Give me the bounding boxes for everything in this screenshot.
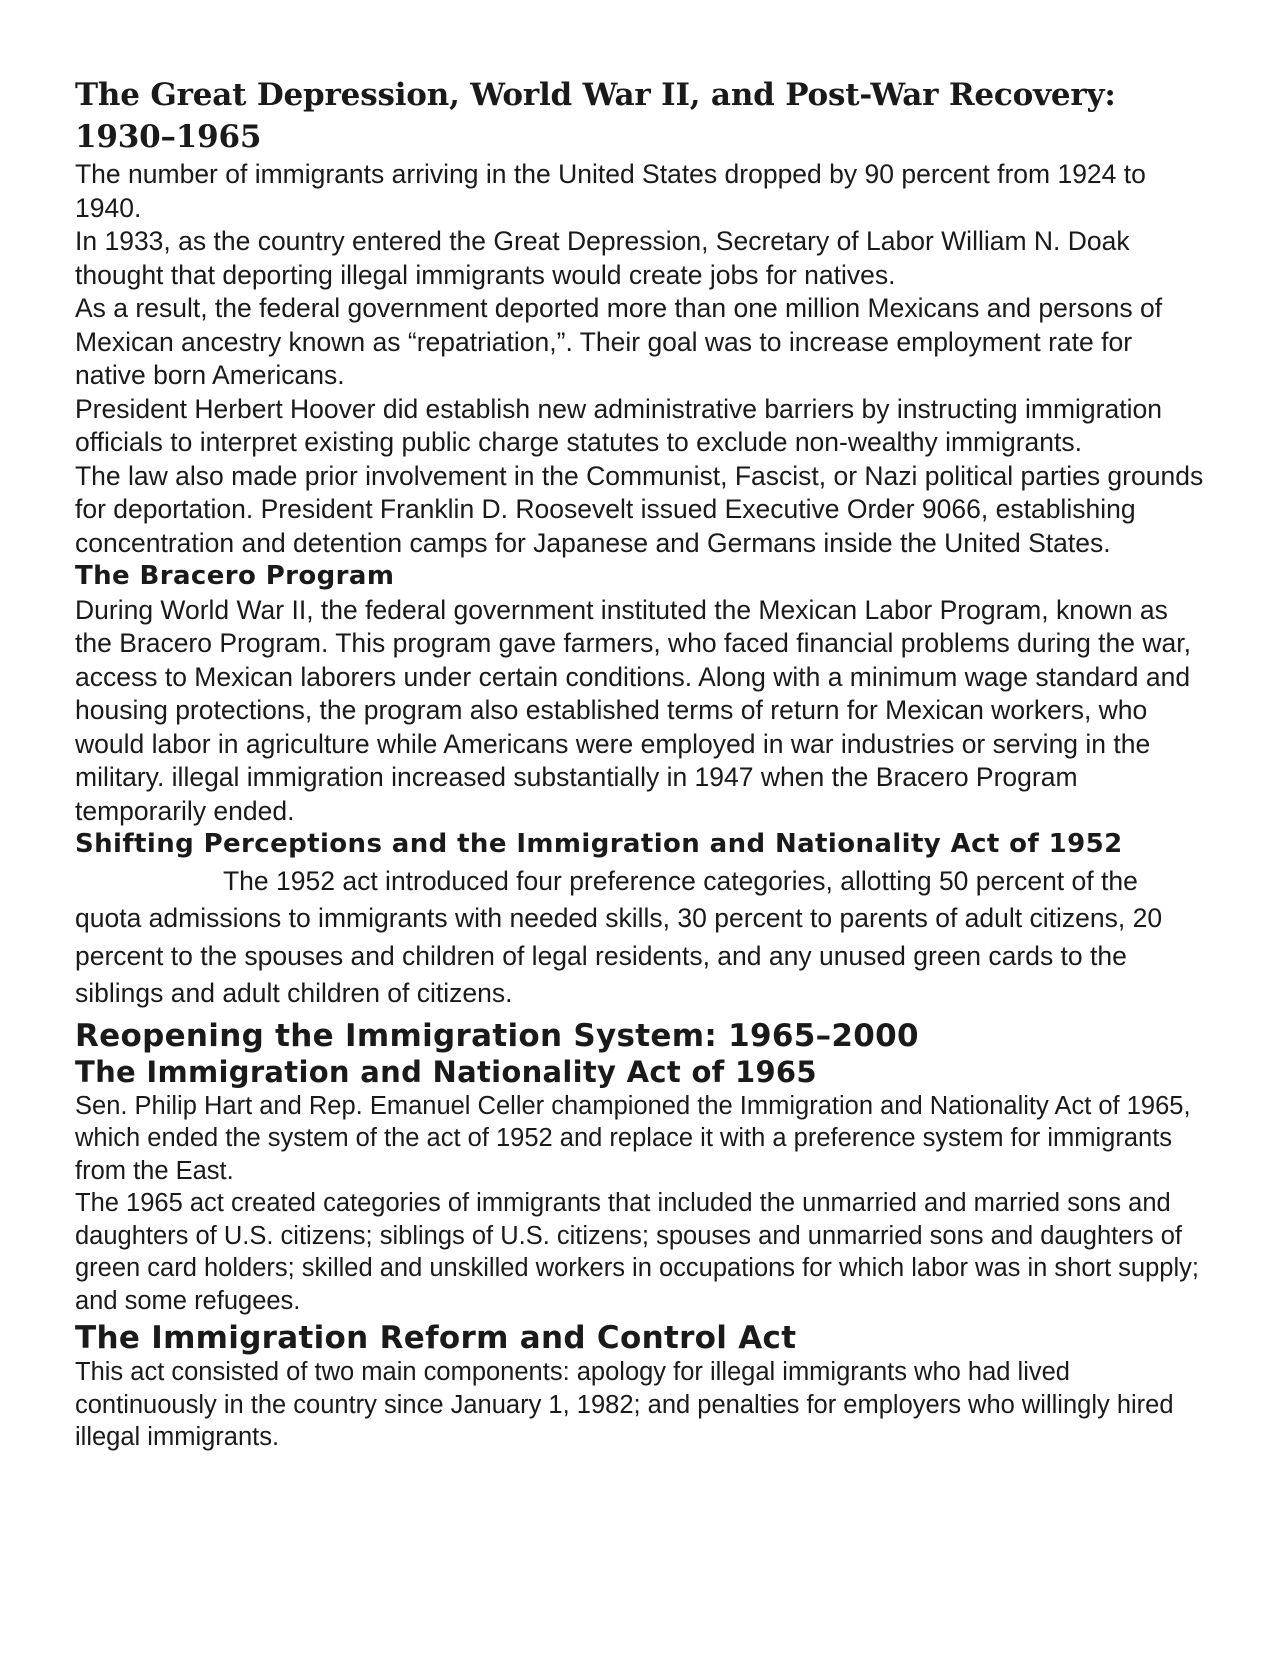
intro-paragraph-2: In 1933, as the country entered the Great Depression, Secretary of Labor William N. Doak thought that deporting illegal immigrants would create jobs for natives. <box>75 226 1130 290</box>
intro-paragraph-4: President Herbert Hoover did establish new administrative barriers by instructing immigration officials to interpret existing public charge statutes to exclude non-wealthy immigrants. <box>75 393 1162 457</box>
irca-paragraph: This act consisted of two main components: apology for illegal immigrants who had lived continuously in the country since January 1, 1982; and penalties for employers who willingly hired illegal immigrants. <box>75 1358 1174 1451</box>
act-1952-paragraph: The 1952 act introduced four preference categories, allotting 50 percent of the quota admissions to immigrants with needed skills, 30 percent to parents of adult citizens, 20 percent to the spouses and children of legal residents, and any unused green cards to the siblings and adult children of citizens. <box>75 865 1163 1008</box>
act-1965-paragraph-2: The 1965 act created categories of immigrants that included the unmarried and married sons and daughters of U.S. citizens; siblings of U.S. citizens; spouses and unmarried sons and daughters of green card holders; skilled and unskilled workers in occupations for which labor was in short supply; and some refugees. <box>75 1189 1199 1315</box>
act-1965-heading: The Immigration and Nationality Act of 1965 <box>75 1054 817 1089</box>
document-page <box>75 74 1205 1454</box>
bracero-heading: The Bracero Program <box>75 561 395 591</box>
document-title: The Great Depression, World War II, and Post-War Recovery: 1930–1965 <box>75 77 1116 155</box>
bracero-paragraph: During World War II, the federal government instituted the Mexican Labor Program, known as the Bracero Program. This program gave farmers, who faced financial problems during the war, access to Mexican laborers under certain conditions. Along with a minimum wage standard and housing protections, the program also established terms of return for Mexican workers, who would labor in agriculture while Americans were employed in war industries or serving in the military. illegal immigration increased substantially in 1947 when the Bracero Program temporarily ended. <box>75 594 1191 826</box>
intro-paragraph-1: The number of immigrants arriving in the United States dropped by 90 percent from 1924 to 1940. <box>75 159 1146 223</box>
act-1965-paragraph-1: Sen. Philip Hart and Rep. Emanuel Celler championed the Immigration and Nationality Act of 1965, which ended the system of the act of 1952 and replace it with a preference system for immigrants from the East. <box>75 1091 1191 1185</box>
irca-heading: The Immigration Reform and Control Act <box>75 1320 797 1356</box>
intro-paragraph-3: As a result, the federal government deported more than one million Mexicans and persons of Mexican ancestry known as “repatriation,”. Their goal was to increase employment rate for native born Americans. <box>75 293 1163 390</box>
act-1952-section <box>75 828 1205 1015</box>
act-1952-heading: Shifting Perceptions and the Immigration and Nationality Act of 1952 <box>75 829 1123 859</box>
intro-paragraph-5: The law also made prior involvement in the Communist, Fascist, or Nazi political parties grounds for deportation. President Franklin D. Roosevelt issued Executive Order 9066, establishing concentration and detention camps for Japanese and Germans inside the United States. <box>75 460 1204 558</box>
reopening-heading: Reopening the Immigration System: 1965–2000 <box>75 1017 919 1054</box>
